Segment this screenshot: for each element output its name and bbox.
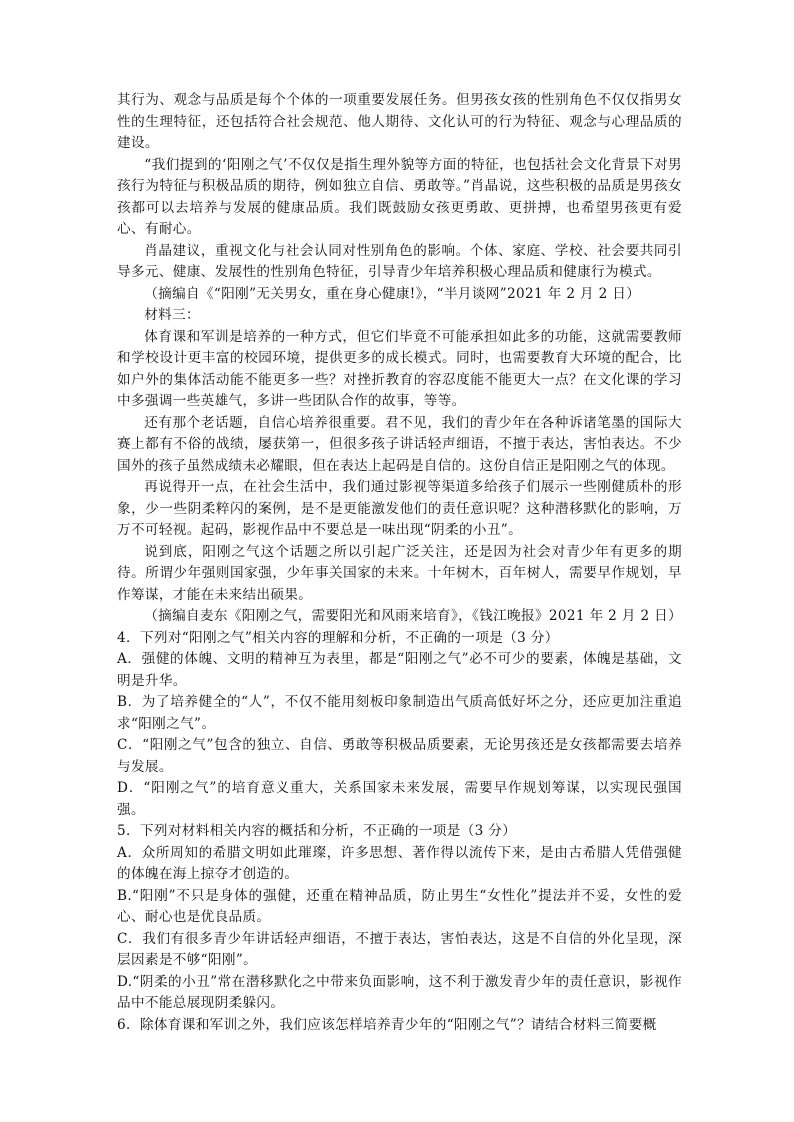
material3-paragraph-4: 说到底，阳刚之气这个话题之所以引起广泛关注，还是因为社会对青少年有更多的期待。所谓少年强则国家强，少年事关国家的未来。十年树木，百年树人，需要早作规划，早作筹谋，才能在未来结出硕果。 [117, 543, 682, 603]
question-5-option-a: A．众所周知的希腊文明如此璀璨，许多思想、著作得以流传下来，是由古希腊人凭借强健的体魄在海上掠夺才创造的。 [117, 844, 682, 882]
question-4-option-d: D．“阳刚之气”的培育意义重大，关系国家未来发展，需要早作规划筹谋，以实现民强国强。 [117, 780, 682, 818]
material2-paragraph-1: 其行为、观念与品质是每个个体的一项重要发展任务。但男孩女孩的性别角色不仅仅指男女性的生理特征，还包括符合社会规范、他人期待、文化认可的行为特征、观念与心理品质的建设。 [117, 92, 682, 151]
question-5-option-c: C．我们有很多青少年讲话轻声细语，不擅于表达，害怕表达，这是不自信的外化呈现，深层因素是不够“阳刚”。 [117, 930, 682, 968]
material2-paragraph-3: 肖晶建议，重视文化与社会认同对性别角色的影响。个体、家庭、学校、社会要共同引导多元、健康、发展性的性别角色特征，引导青少年培养积极心理品质和健康行为模式。 [117, 242, 682, 280]
question-4-option-b: B．为了培养健全的“人”，不仅不能用刻板印象制造出气质高低好坏之分，还应更加注重追求“阳刚之气”。 [117, 694, 682, 732]
question-6-stem: 6．除体育课和军训之外，我们应该怎样培养青少年的“阳刚之气”？请结合材料三简要概 [117, 1016, 657, 1033]
material3-paragraph-2: 还有那个老话题，自信心培养很重要。君不见，我们的青少年在各种诉诸笔墨的国际大赛上都有不俗的战绩，屡获第一，但很多孩子讲话轻声细语，不擅于表达，害怕表达。不少国外的孩子虽然成绩未必耀眼，但在表达上起码是自信的。这份自信正是阳刚之气的体现。 [117, 414, 682, 474]
question-4-option-a: A．强健的体魄、文明的精神互为表里，都是“阳刚之气”必不可少的要素，体魄是基础，文明是升华。 [117, 651, 682, 689]
question-4-option-c: C．“阳刚之气”包含的独立、自信、勇敢等积极品质要素，无论男孩还是女孩都需要去培养与发展。 [117, 737, 682, 775]
material3-source: （摘编自麦东《阳刚之气，需要阳光和风雨来培育》，《钱江晚报》2021 年 2 月 2 日） [144, 608, 683, 624]
material3-paragraph-3: 再说得开一点，在社会生活中，我们通过影视等渠道多给孩子们展示一些刚健质朴的形象，少一些阴柔粹闪的案例，是不是更能激发他们的责任意识呢？这种潜移默化的影响，万万不可轻视。起码，影视作品中不要总是一味出现“阴柔的小丑”。 [117, 479, 682, 538]
question-4-stem: 4．下列对“阳刚之气”相关内容的理解和分析，不正确的一项是（3 分） [117, 629, 559, 646]
question-5-option-d: D.“阴柔的小丑”常在潜移默化之中带来负面影响，这不利于激发青少年的责任意识，影视作品中不能总展现阴柔躲闪。 [117, 973, 682, 1011]
question-5-stem: 5．下列对材料相关内容的概括和分析，不正确的一项是（3 分） [117, 823, 517, 839]
question-5-option-b: B.“阳刚”不只是身体的强健，还重在精神品质，防止男生“女性化”提法并不妥，女性的爱心、耐心也是优良品质。 [117, 887, 682, 925]
material2-source: （摘编自《“阳刚”无关男女，重在身心健康!》，“半月谈网”2021 年 2 月 2 日） [144, 285, 641, 302]
material2-paragraph-2: “我们提到的‘阳刚之气’不仅仅是指生理外貌等方面的特征，也包括社会文化背景下对男孩行为特征与积极品质的期待，例如独立自信、勇敢等。”肖晶说，这些积极的品质是男孩女孩都可以去培养与发展的健康品质。我们既鼓励女孩更勇敢、更拼搏，也希望男孩更有爱心、有耐心。 [117, 156, 682, 237]
material3-paragraph-1: 体育课和军训是培养的一种方式，但它们毕竟不可能承担如此多的功能，这就需要教师和学校设计更丰富的校园环境，提供更多的成长模式。同时，也需要教育大环境的配合，比如户外的集体活动能不能更多一些？对挫折教育的容忍度能不能更大一点？在文化课的学习中多强调一些英雄气，多讲一些团队合作的故事，等等。 [117, 328, 682, 409]
material3-heading: 材料三： [144, 307, 200, 323]
